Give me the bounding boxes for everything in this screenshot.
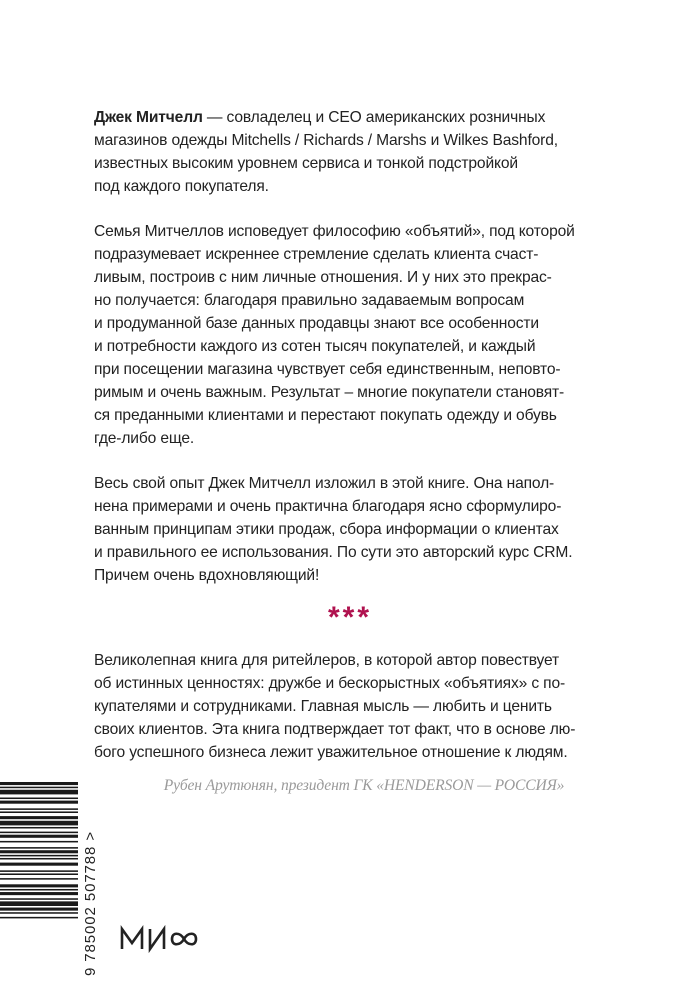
publisher-logo — [120, 923, 202, 960]
paragraph-intro — [94, 106, 614, 198]
barcode — [0, 780, 112, 980]
text-line: нена примерами и очень практична благодаря ясно сформулиро- — [94, 498, 562, 515]
text-line: своих клиентов. Эта книга подтверждает тот факт, что в основе лю- — [94, 721, 576, 738]
text-line: — совладелец и CEO американских розничных — [202, 109, 546, 126]
text-line: подразумевает искреннее стремление сделать клиента счаст- — [94, 246, 539, 263]
text-line: но получается: благодаря правильно задаваемым вопросам — [94, 292, 525, 309]
isbn-number: 9 785002 507788 > — [82, 830, 99, 976]
text-line: и правильного ее использования. По сути это авторский курс CRM. — [94, 544, 573, 561]
text-line: Семья Митчеллов исповедует философию «объятий», под которой — [94, 223, 575, 240]
text-line: Причем очень вдохновляющий! — [94, 567, 320, 584]
text-line: при посещении магазина чувствует себя единственным, неповто- — [94, 361, 561, 378]
text-line: и продуманной базе данных продавцы знают все особенности — [94, 315, 539, 332]
text-line: и потребности каждого из сотен тысяч покупателей, и каждый — [94, 338, 536, 355]
review-attribution: Рубен Арутюнян, президент ГК «HENDERSON — РОССИЯ» — [163, 777, 565, 794]
text-line: об истинных ценностях: дружбе и бескорыстных «объятиях» с по- — [94, 675, 566, 692]
separator-stars: *** — [327, 601, 373, 634]
text-line: римым и очень важным. Результат – многие покупатели становят- — [94, 384, 565, 401]
text-line: ванным принципам этики продаж, сбора информации о клиентах — [94, 521, 559, 538]
author-name: Джек Митчелл — [94, 109, 203, 126]
barcode-icon — [0, 780, 80, 980]
mif-logo-icon — [120, 923, 202, 953]
text-line: ся преданными клиентами и перестают покупать одежду и обувь — [94, 407, 557, 424]
paragraph-experience — [94, 472, 614, 587]
text-line: Великолепная книга для ритейлеров, в которой автор повествует — [94, 652, 560, 669]
text-line: бого успешного бизнеса лежит уважительное отношение к людям. — [94, 744, 568, 761]
review-paragraph — [94, 649, 614, 764]
text-line: известных высоким уровнем сервиса и тонкой подстройкой — [94, 155, 518, 172]
text-line: Весь свой опыт Джек Митчелл изложил в этой книге. Она напол- — [94, 475, 555, 492]
text-line: где-либо еще. — [94, 430, 195, 447]
text-line: купателями и сотрудниками. Главная мысль — любить и ценить — [94, 698, 552, 715]
text-line: под каждого покупателя. — [94, 178, 269, 195]
text-line: ливым, построив с ним личные отношения. И у них это прекрас- — [94, 269, 552, 286]
paragraph-philosophy — [94, 220, 614, 450]
back-cover-text — [94, 106, 614, 797]
text-line: магазинов одежды Mitchells / Richards / Marshs и Wilkes Bashford, — [94, 132, 558, 149]
